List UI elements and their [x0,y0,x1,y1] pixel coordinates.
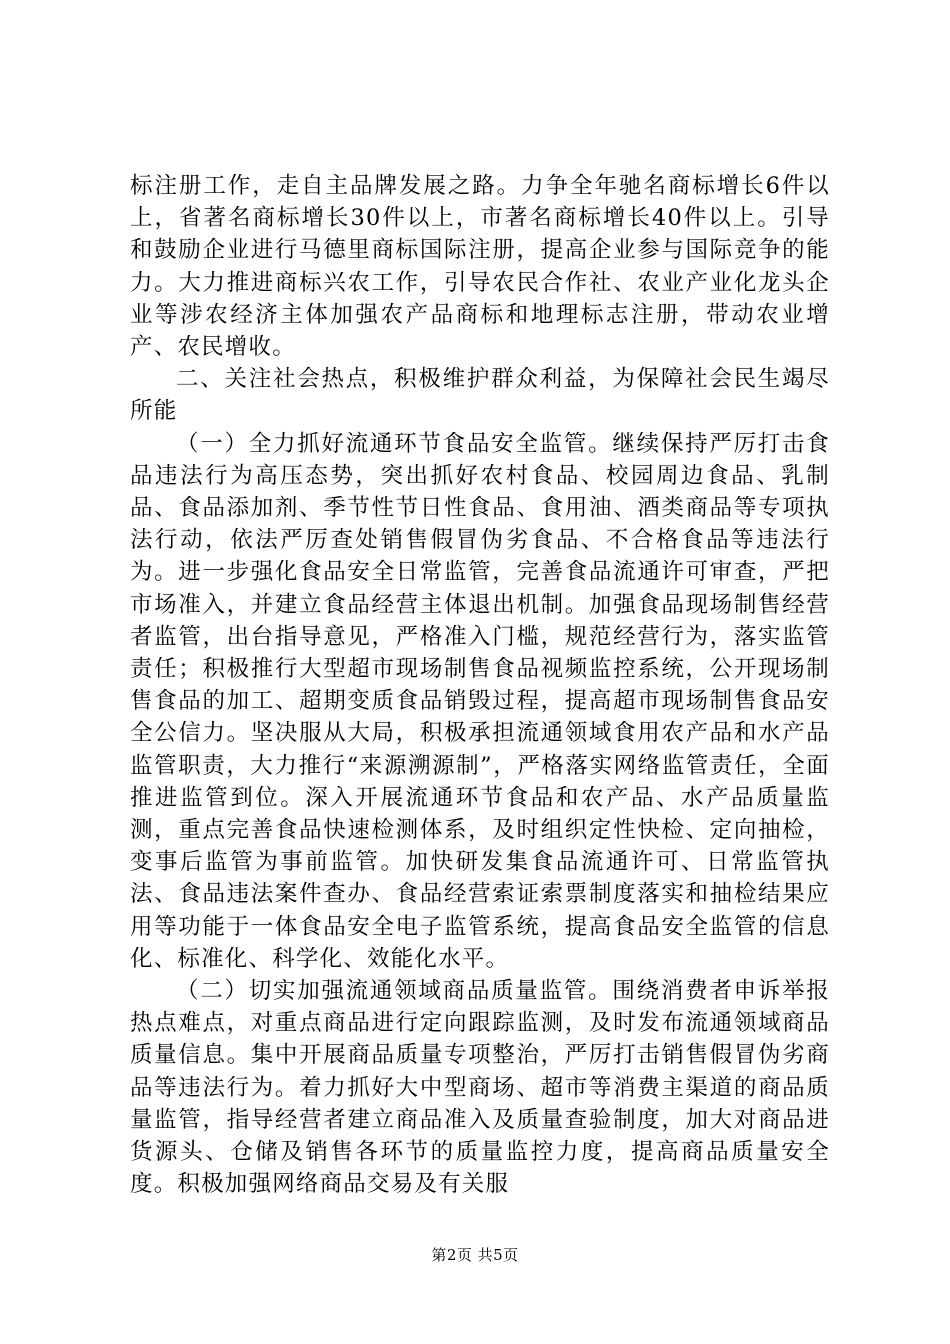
paragraph-product-quality: （二）切实加强流通领域商品质量监管。围绕消费者申诉举报热点难点，对重点商品进行定向跟踪监测，及时发布流通领域商品质量信息。集中开展商品质量专项整治，严厉打击销售假冒伪劣商品等违法行为。着力抓好大中型商场、超市等消费主渠道的商品质量监管，指导经营者建立商品准入及质量查验制度，加大对商品进货源头、仓储及销售各环节的质量监控力度，提高商品质量安全度。积极加强网络商品交易及有关服 [130,978,830,1198]
paragraph-food-safety: （一）全力抓好流通环节食品安全监管。继续保持严厉打击食品违法行为高压态势，突出抓好农村食品、校园周边食品、乳制品、食品添加剂、季节性节日性食品、食用油、酒类商品等专项执法行动，依法严厉查处销售假冒伪劣食品、不合格食品等违法行为。进一步强化食品安全日常监管，完善食品流通许可审查，严把市场准入，并建立食品经营主体退出机制。加强食品现场制售经营者监管，出台指导意见，严格准入门槛，规范经营行为，落实监管责任；积极推行大型超市现场制售食品视频监控系统，公开现场制售食品的加工、超期变质食品销毁过程，提高超市现场制售食品安全公信力。坚决服从大局，积极承担流通领域食用农产品和水产品监管职责，大力推行“来源溯源制”，严格落实网络监管责任，全面推进监管到位。深入开展流通环节食品和农产品、水产品质量监测，重点完善食品快速检测体系，及时组织定性快检、定向抽检，变事后监管为事前监管。加快研发集食品流通许可、日常监管执法、食品违法案件查办、食品经营索证索票制度落实和抽检结果应用等功能于一体食品安全电子监管系统，提高食品安全监管的信息化、标准化、科学化、效能化水平。 [130,430,830,972]
page-footer: 第2页 共5页 [431,1246,519,1264]
document-body [130,170,830,1201]
section-heading-social-hotspots: 二、关注社会热点，积极维护群众利益，为保障社会民生竭尽所能 [130,366,830,425]
paragraph-trademark: 标注册工作，走自主品牌发展之路。力争全年驰名商标增长6件以上，省著名商标增长30件以上，市著名商标增长40件以上。引导和鼓励企业进行马德里商标国际注册，提高企业参与国际竞争的能力。大力推进商标兴农工作，引导农民合作社、农业产业化龙头企业等涉农经济主体加强农产品商标和地理标志注册，带动农业增产、农民增收。 [130,173,830,361]
